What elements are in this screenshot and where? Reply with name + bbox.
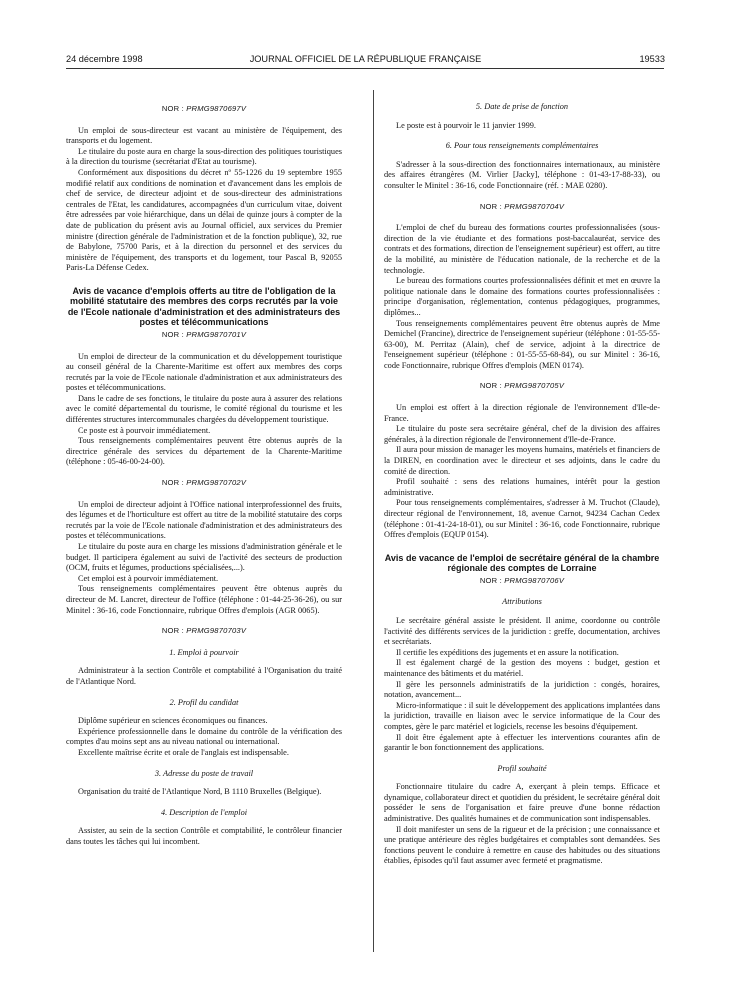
- paragraph: Excellente maîtrise écrite et orale de l'anglais est indispensable.: [78, 747, 289, 757]
- nor-reference: NOR : PRMG9870704V: [479, 201, 565, 211]
- subsection-heading: Profil souhaité: [497, 763, 547, 773]
- subsection-heading: 1. Emploi à pourvoir: [169, 647, 239, 657]
- nor-reference: NOR : PRMG9870697V: [161, 104, 247, 113]
- page-date: 24 décembre 1998: [66, 54, 143, 64]
- paragraph: Tous renseignements complémentaires peuvent être obtenus auprès de la directrice générale des services du département de la Charente-Maritime (téléphone : 05-46-00-24-00).: [66, 436, 342, 467]
- paragraph: Le titulaire du poste aura en charge la sous-direction des politiques touristiques à la direction du tourisme (secrétariat d'Etat au tourisme).: [66, 146, 342, 167]
- header-rule: [66, 68, 664, 69]
- journal-title: JOURNAL OFFICIEL DE LA RÉPUBLIQUE FRANÇAISE: [249, 54, 482, 64]
- paragraph: Organisation du traité de l'Atlantique Nord, B 1110 Bruxelles (Belgique).: [78, 787, 322, 797]
- paragraph: Il est également chargé de la gestion des moyens : budget, gestion et maintenance des bâtiments et du matériel.: [384, 658, 660, 678]
- paragraph: Pour tous renseignements complémentaires, s'adresser à M. Truchot (Claude), directeur régional de l'environnement, 18, avenue Carnot, 94234 Cachan Cedex (téléphone : 01-41-24-18-01), ou sur Minitel : 36-16, code Fonctionnaire, rubrique Offres d'emplois (EQUP 0154).: [384, 498, 660, 540]
- subsection-heading: Attributions: [502, 597, 542, 607]
- paragraph: Assister, au sein de la section Contrôle et comptabilité, le contrôleur financier dans toutes les tâches qui lui incombent.: [66, 826, 342, 846]
- paragraph: Un emploi de sous-directeur est vacant au ministère de l'équipement, des transports et du logement.: [66, 125, 342, 146]
- subsection-heading: 5. Date de prise de fonction: [475, 102, 569, 111]
- subsection-heading: 6. Pour tous renseignements complémentaires: [445, 141, 599, 151]
- paragraph: Il gère les personnels administratifs de la juridiction : congés, horaires, notation, avancement...: [384, 679, 660, 700]
- paragraph: Il aura pour mission de manager les moyens humains, matériels et financiers de la DIREN, en coordination avec le directeur et ses adjoints, dans le cadre du comité de direction.: [384, 445, 660, 476]
- subsection-heading: 2. Profil du candidat: [169, 697, 239, 707]
- paragraph: Un emploi de directeur de la communication et du développement touristique au conseil général de la Charente-Maritime est offert aux membres des corps recrutés par la voie de l'Ecole nationale d'administration et aux administrateurs des postes et télécommunications.: [66, 351, 342, 393]
- nor-reference: NOR : PRMG9870702V: [161, 478, 247, 488]
- paragraph: Ce poste est à pourvoir immédiatement.: [78, 425, 211, 435]
- paragraph: Tous renseignements complémentaires peuvent être obtenus auprès du directeur de M. Lancret, directeur de l'office (téléphone : 01-44-25-36-26), ou sur Minitel : 36-16, code Fonctionnaire, rubrique Offres d'emplois (AGR 0065).: [66, 584, 342, 615]
- paragraph: Conformément aux dispositions du décret nº 55-1226 du 19 septembre 1955 modifié relatif aux conditions de nomination et d'avancement dans les emplois de chef de service, de directeur adjoint et de sous-directeur des administrations centrales de l'Etat, les candidatures, accompagnées d'un curriculum vitae, doivent être adressées par voie hiérarchique, dans un délai de quinze jours à compter de la date de publication du présent avis au Journal officiel, aux services du Premier ministre (direction générale de l'administration et de la fonction publique), 32, rue de Babylone, 75700 Paris, et à la direction du personnel et des services du ministère de l'équipement, des transports et du logement, tour Pascal B, 92055 Paris-La Défense Cedex.: [66, 167, 342, 273]
- paragraph: Il doit être également apte à effectuer les interventions courantes afin de garantir le bon fonctionnement des applications.: [384, 732, 660, 753]
- left-column: [66, 94, 342, 847]
- paragraph: S'adresser à la sous-direction des fonctionnaires internationaux, au ministère des affaires étrangères (M. Virlier [Jacky], téléphone : 01-43-17-88-33), ou consulter le Minitel : 36-16, code Fonctionnaire (réf. : MAE 0280).: [384, 159, 660, 190]
- right-column: [384, 94, 660, 867]
- paragraph: Micro-informatique : il suit le développement des applications implantées dans la juridiction, travaille en liaison avec le service informatique de la Cour des comptes, gère le parc matériel et logiciels, recense les besoins d'équipement.: [384, 700, 660, 731]
- paragraph: L'emploi de chef du bureau des formations courtes professionnalisées (sous-direction de la vie étudiante et des formations post-baccalauréat, service des contrats et des formations, direction de l'enseignement supérieur) est offert, au titre de la mobilité, au ministère de l'éducation nationale, de la recherche et de la technologie.: [384, 223, 660, 275]
- paragraph: Fonctionnaire titulaire du cadre A, exerçant à plein temps. Efficace et dynamique, collaborateur direct et quotidien du président, le secrétaire général doit posséder le sens de l'organisation et faire preuve d'une bonne rédaction administrative. Des qualités humaines et de communication sont indispensables.: [384, 782, 660, 824]
- paragraph: Le secrétaire général assiste le président. Il anime, coordonne ou contrôle l'activité des différents services de la juridiction : greffe, documentation, archives et secrétariats.: [384, 615, 660, 647]
- paragraph: Le titulaire du poste aura en charge les missions d'administration générale et le budget. Il participera également au suivi de l'activité des secteurs de production (OCM, fruits et légumes, productions spécialisées,...).: [66, 542, 342, 573]
- paragraph: Il certifie les expéditions des jugements et en assure la notification.: [396, 647, 619, 657]
- nor-reference: NOR : PRMG9870705V: [479, 381, 565, 391]
- page-number: 19533: [639, 54, 665, 64]
- paragraph: Le bureau des formations courtes professionnalisées définit et met en œuvre la politique nationale dans le domaine des formations courtes professionnalisées : principe d'organisation, réglementation, contenus pédagogiques, programmes, diplômes...: [384, 276, 660, 317]
- paragraph: Profil souhaité : sens des relations humaines, intérêt pour la gestion administrative.: [384, 477, 660, 497]
- column-divider: [373, 90, 374, 952]
- paragraph: Dans le cadre de ses fonctions, le titulaire du poste aura à assurer des relations avec le comité départemental du tourisme, le comité régional du tourisme et les différentes structures intercommunales chargées du développement touristique.: [66, 393, 342, 425]
- subsection-heading: 4. Description de l'emploi: [160, 807, 248, 817]
- paragraph: Diplôme supérieur en sciences économiques ou finances.: [78, 716, 268, 726]
- paragraph: Administrateur à la section Contrôle et comptabilité à l'Organisation du traité de l'Atlantique Nord.: [66, 666, 342, 686]
- paragraph: Un emploi est offert à la direction régionale de l'environnement d'Ile-de-France.: [384, 403, 660, 423]
- subsection-heading: 3. Adresse du poste de travail: [154, 768, 254, 778]
- nor-reference: NOR : PRMG9870701V: [161, 329, 247, 339]
- paragraph: Cet emploi est à pourvoir immédiatement.: [78, 573, 219, 583]
- nor-reference: NOR : PRMG9870703V: [161, 626, 247, 636]
- nor-reference: NOR : PRMG9870706V: [479, 575, 565, 585]
- paragraph: Le poste est à pourvoir le 11 janvier 1999.: [396, 120, 537, 130]
- paragraph: Tous renseignements complémentaires peuvent être obtenus auprès de Mme Demichel (Francine), directrice de l'enseignement supérieur (téléphone : 01-55-55-63-00), M. Perritaz (Alain), chef de service, adjoint à la directrice de l'enseignement supérieur (téléphone : 01-55-55-68-84), ou sur Minitel : 36-16, code Fonctionnaire, rubrique Offres d'emplois (MEN 0174).: [384, 318, 660, 370]
- paragraph: Expérience professionnelle dans le domaine du contrôle de la vérification des comptes d'au moins sept ans au niveau national ou international.: [66, 726, 342, 747]
- notice-heading: Avis de vacance d'emplois offerts au titre de l'obligation de la mobilité statutaire des membres des corps recrutés par la voie de l'Ecole nationale d'administration et des administrateurs des postes et télécommunications: [67, 285, 341, 328]
- paragraph: Le titulaire du poste sera secrétaire général, chef de la division des affaires générales, à la direction régionale de l'environnement d'Ile-de-France.: [384, 424, 660, 444]
- paragraph: Un emploi de directeur adjoint à l'Office national interprofessionnel des fruits, des légumes et de l'horticulture est offert au titre de la mobilité statutaire des corps recrutés par la voie de l'Ecole nationale d'administration et des administrateurs des postes et télécommunications.: [66, 499, 342, 541]
- paragraph: Il doit manifester un sens de la rigueur et de la précision ; une connaissance et une pratique antérieure des règles budgétaires et comptables sont demandées. Ses fonctions peuvent le conduire à remettre en cause des habitudes ou des situations établies, épisodes qu'il faut assumer avec fermeté et pragmatisme.: [384, 824, 660, 866]
- notice-heading: Avis de vacance de l'emploi de secrétaire général de la chambre régionale des comptes de Lorraine: [384, 552, 660, 574]
